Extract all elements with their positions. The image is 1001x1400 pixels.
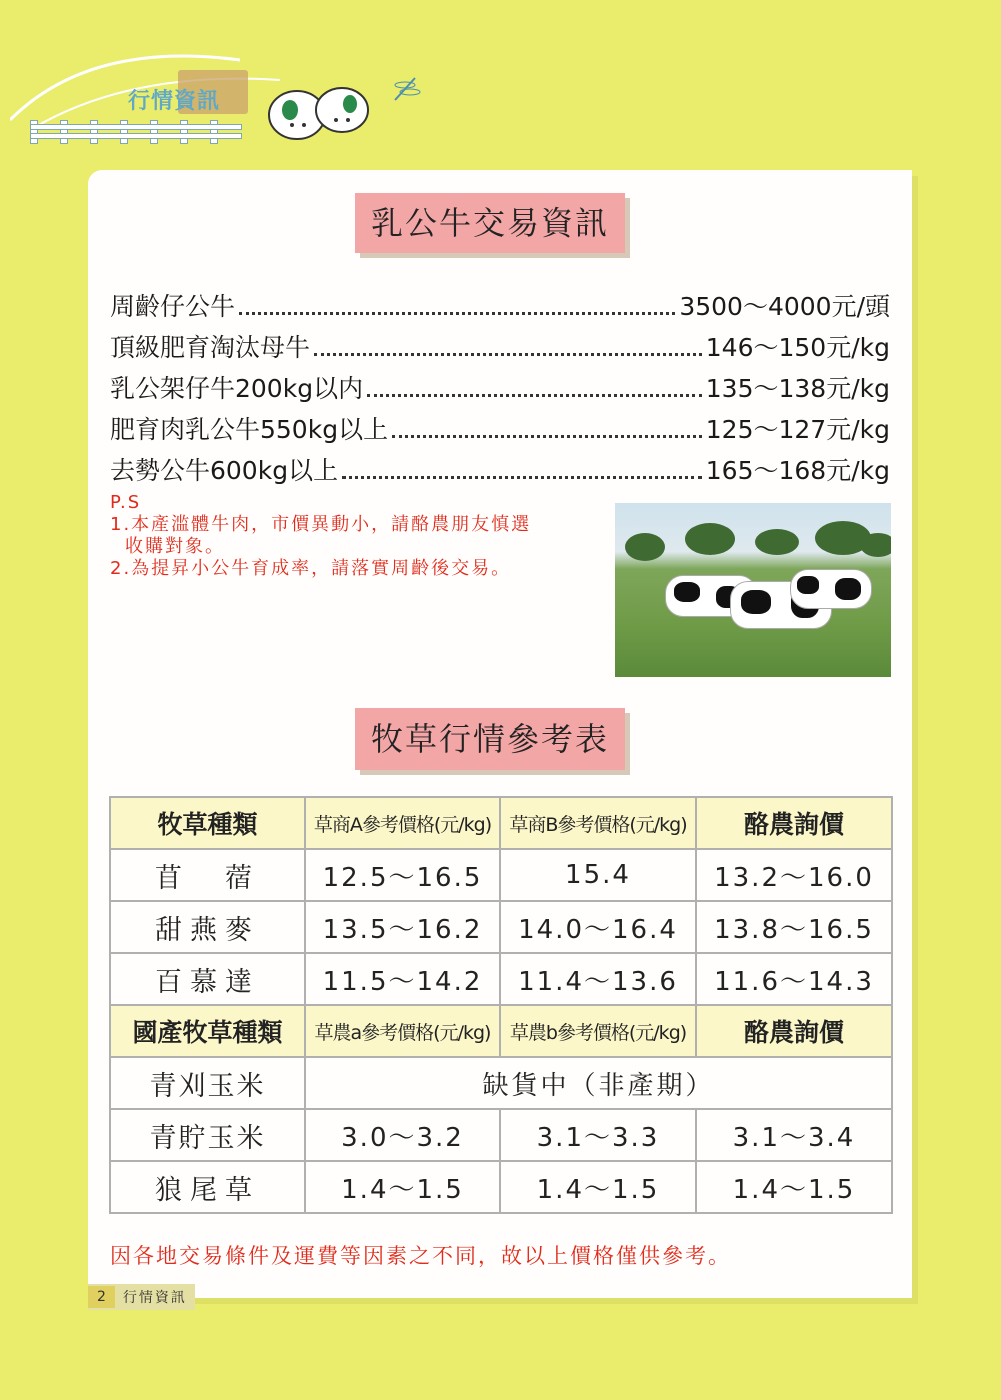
header-section-label: 行情資訊 (128, 89, 221, 114)
price-cell: 3.1～3.3 (500, 1109, 696, 1161)
cows-grazing-photo (615, 503, 891, 677)
bull-price-list (110, 282, 890, 487)
price-disclaimer: 因各地交易條件及運費等因素之不同，故以上價格僅供參考。 (110, 1244, 731, 1268)
table-row (110, 1161, 892, 1213)
price-item-name: 周齡仔公牛 (110, 292, 236, 321)
fence-icon (30, 120, 240, 144)
leader-dots (314, 352, 702, 356)
price-row (110, 323, 890, 364)
column-header: 草農b參考價格(元/kg) (500, 1005, 696, 1057)
page-footer-tag (88, 1284, 195, 1310)
hay-type-cell: 甜燕麥 (110, 901, 305, 953)
bull-section-title: 乳公牛交易資訊 (355, 193, 625, 253)
price-item-value: 3500～4000元/頭 (679, 292, 890, 321)
price-cell: 13.8～16.5 (696, 901, 892, 953)
table-row (110, 849, 892, 901)
leader-dots (239, 311, 675, 315)
footer-label: 行情資訊 (122, 1290, 187, 1306)
table-header-row (110, 797, 892, 849)
ps-note: 收購對象。 (125, 536, 225, 557)
price-item-value: 146～150元/kg (705, 333, 890, 362)
column-header: 草商A參考價格(元/kg) (305, 797, 500, 849)
ps-note: 2.為提昇小公牛育成率，請落實周齡後交易。 (110, 558, 512, 579)
price-row (110, 405, 890, 446)
column-header: 牧草種類 (110, 797, 305, 849)
dragonfly-icon (385, 70, 435, 110)
price-row (110, 364, 890, 405)
leader-dots (367, 393, 702, 397)
cartoon-cows-icon (262, 70, 382, 150)
price-cell: 13.2～16.0 (696, 849, 892, 901)
column-header: 國產牧草種類 (110, 1005, 305, 1057)
table-subheader-row (110, 1005, 892, 1057)
leader-dots (392, 434, 702, 438)
price-item-name: 肥育肉乳公牛550kg以上 (110, 415, 389, 444)
ps-note: 1.本產滥體牛肉，市價異動小，請酪農朋友慎選 (110, 514, 532, 535)
price-cell: 1.4～1.5 (500, 1161, 696, 1213)
price-cell: 3.1～3.4 (696, 1109, 892, 1161)
ps-label: P.S (110, 492, 142, 513)
hay-type-cell: 青貯玉米 (110, 1109, 305, 1161)
hay-type-cell: 百慕達 (110, 953, 305, 1005)
hay-type-cell: 苜 蓿 (110, 849, 305, 901)
table-row (110, 953, 892, 1005)
hay-type-cell: 青刈玉米 (110, 1057, 305, 1109)
price-cell: 3.0～3.2 (305, 1109, 500, 1161)
header-banner (0, 0, 460, 170)
price-cell: 1.4～1.5 (305, 1161, 500, 1213)
price-cell: 14.0～16.4 (500, 901, 696, 953)
hay-type-cell: 狼尾草 (110, 1161, 305, 1213)
price-row (110, 282, 890, 323)
column-header: 草農a參考價格(元/kg) (305, 1005, 500, 1057)
ps-notes (110, 492, 610, 580)
table-row (110, 1109, 892, 1161)
leader-dots (342, 475, 702, 479)
price-cell: 11.5～14.2 (305, 953, 500, 1005)
hay-price-table (109, 796, 893, 1214)
price-row (110, 446, 890, 487)
price-item-value: 165～168元/kg (705, 456, 890, 485)
price-item-name: 去勢公牛600kg以上 (110, 456, 339, 485)
price-item-name: 乳公架仔牛200kg以内 (110, 374, 364, 403)
column-header: 酪農詢價 (696, 1005, 892, 1057)
hay-section-title: 牧草行情參考表 (355, 708, 625, 770)
table-row (110, 901, 892, 953)
table-row (110, 1057, 892, 1109)
column-header: 酪農詢價 (696, 797, 892, 849)
price-cell: 13.5～16.2 (305, 901, 500, 953)
price-item-name: 頂級肥育淘汰母牛 (110, 333, 311, 362)
price-cell: 11.4～13.6 (500, 953, 696, 1005)
price-item-value: 125～127元/kg (705, 415, 890, 444)
price-cell: 11.6～14.3 (696, 953, 892, 1005)
page-number: 2 (88, 1286, 115, 1308)
price-cell: 15.4 (500, 849, 696, 901)
column-header: 草商B參考價格(元/kg) (500, 797, 696, 849)
price-cell: 12.5～16.5 (305, 849, 500, 901)
out-of-stock-cell: 缺貨中（非產期） (305, 1057, 892, 1109)
price-item-value: 135～138元/kg (705, 374, 890, 403)
price-cell: 1.4～1.5 (696, 1161, 892, 1213)
